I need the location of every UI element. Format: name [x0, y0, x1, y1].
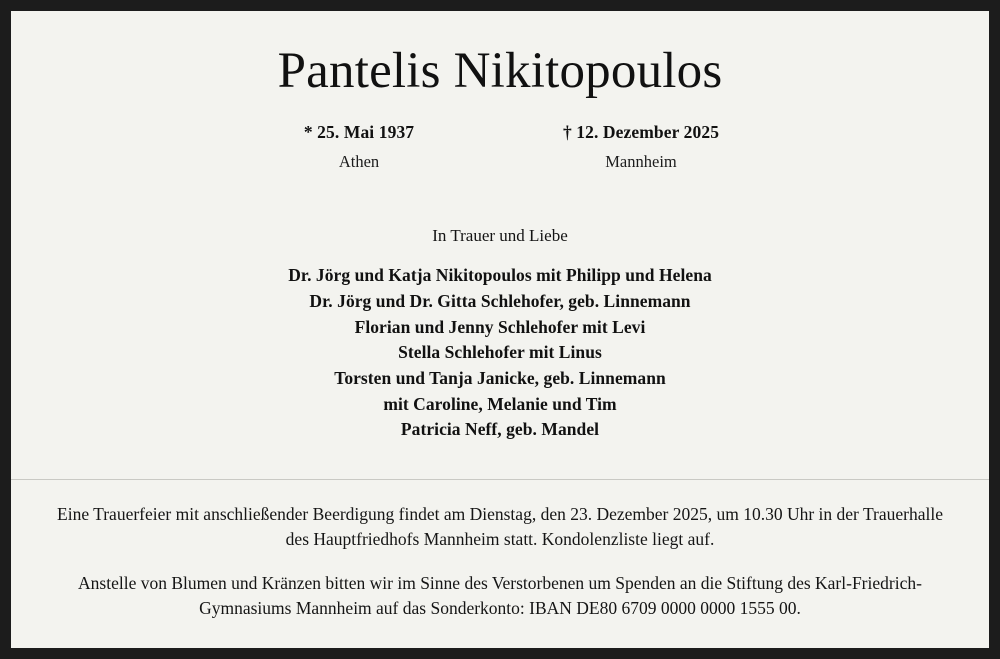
- donation-notice: Anstelle von Blumen und Kränzen bitten wir im Sinne des Verstorbenen um Spenden an die Stiftung des Karl-Friedrich-Gymnasiums Mannheim auf das Sonderkonto: IBAN DE80 6709 0000 0000 1555 00.: [78, 572, 922, 618]
- list-item: Torsten und Tanja Janicke, geb. Linnemann: [334, 367, 666, 388]
- list-item: Dr. Jörg und Dr. Gitta Schlehofer, geb. Linnemann: [309, 290, 691, 311]
- death-place: Mannheim: [605, 152, 677, 172]
- birth-block: [244, 122, 474, 172]
- list-item: Florian und Jenny Schlehofer mit Levi: [354, 316, 646, 337]
- death-date: † 12. Dezember 2025: [562, 122, 720, 143]
- divider: [11, 479, 989, 480]
- obituary-inner: [11, 11, 989, 648]
- funeral-notice: Eine Trauerfeier mit anschließender Beerdigung findet am Dienstag, den 23. Dezember 2025, um 10.30 Uhr in der Trauerhalle des Hauptfriedhofs Mannheim statt. Kondolenzliste liegt auf.: [57, 504, 943, 549]
- life-dates: [11, 122, 989, 172]
- birth-date: * 25. Mai 1937: [303, 122, 415, 143]
- list-item: Patricia Neff, geb. Mandel: [400, 419, 600, 440]
- list-item: Stella Schlehofer mit Linus: [398, 342, 602, 363]
- notices-block: [44, 502, 956, 620]
- list-item: Dr. Jörg und Katja Nikitopoulos mit Philipp und Helena: [288, 265, 712, 286]
- birth-place: Athen: [338, 152, 380, 172]
- family-list: [288, 263, 712, 443]
- list-item: mit Caroline, Melanie und Tim: [383, 393, 617, 414]
- death-block: [526, 122, 756, 172]
- page-title: Pantelis Nikitopoulos: [277, 43, 723, 99]
- mourning-intro: In Trauer und Liebe: [432, 226, 568, 246]
